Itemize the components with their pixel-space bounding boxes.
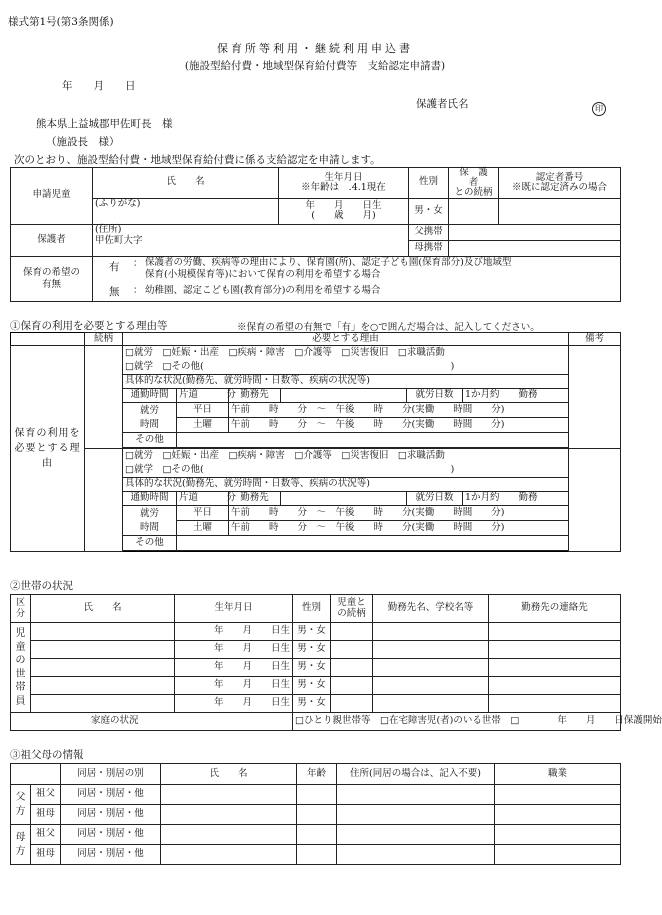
member-dob[interactable]: 年 月 日生 bbox=[175, 623, 293, 641]
member-contact[interactable] bbox=[489, 677, 621, 695]
member-contact-header: 勤務先の連絡先 bbox=[489, 595, 621, 623]
date-line: 年 月 日 bbox=[62, 80, 136, 92]
member-contact[interactable] bbox=[489, 641, 621, 659]
member-name[interactable] bbox=[31, 641, 175, 659]
reason-checks-b2[interactable]: □就学 □その他( ) bbox=[123, 464, 569, 478]
family-label: 家庭の状況 bbox=[11, 713, 293, 731]
commute-label-a: 通勤時間 bbox=[123, 389, 177, 403]
member-rel[interactable] bbox=[331, 695, 373, 713]
gp-job-header: 職業 bbox=[495, 764, 621, 785]
work-hours-label-a: 就労 時間 bbox=[123, 403, 177, 433]
hope-yes[interactable]: 有 bbox=[109, 260, 120, 273]
member-work-header: 勤務先名、学校名等 bbox=[373, 595, 489, 623]
gp-age[interactable] bbox=[297, 845, 337, 865]
mother-phone-field[interactable] bbox=[449, 240, 621, 256]
cert-no-header: 認定者番号 ※既に認定済みの場合 bbox=[499, 168, 621, 199]
weekday-time-b[interactable]: 午前 時 分 〜 午後 時 分(実働 時間 分) bbox=[229, 506, 569, 521]
remarks-field-a[interactable] bbox=[569, 346, 621, 449]
other-label-b: その他 bbox=[123, 536, 177, 551]
commute-field-b[interactable]: 片道 分 bbox=[177, 492, 229, 506]
weekday-time-a[interactable]: 午前 時 分 〜 午後 時 分(実働 時間 分) bbox=[229, 403, 569, 418]
member-work[interactable] bbox=[373, 659, 489, 677]
workplace-label-b: 勤務先 bbox=[229, 492, 281, 506]
reason-checks-a1[interactable]: □就労 □妊娠・出産 □疾病・障害 □介護等 □災害復旧 □求職活動 bbox=[123, 346, 569, 361]
gp-name[interactable] bbox=[161, 805, 297, 825]
form-number: 様式第1号(第3条関係) bbox=[8, 16, 114, 28]
guardian-name-label: 保護者氏名 bbox=[416, 98, 469, 110]
member-name[interactable] bbox=[31, 677, 175, 695]
gp-live[interactable]: 同居・別居・他 bbox=[61, 845, 161, 865]
work-hours-label-b: 就労 時間 bbox=[123, 506, 177, 536]
gp-live[interactable]: 同居・別居・他 bbox=[61, 805, 161, 825]
gp-live[interactable]: 同居・別居・他 bbox=[61, 825, 161, 845]
hope-no-text: 幼稚園、認定こども園(教育部分)の利用を希望する場合 bbox=[145, 284, 381, 296]
gp-addr-header: 住所(同居の場合は、記入不要) bbox=[337, 764, 495, 785]
other-label-a: その他 bbox=[123, 433, 177, 448]
reason-label: 保育の利用を必要とする理由 bbox=[11, 346, 85, 552]
gp-age[interactable] bbox=[297, 825, 337, 845]
intro-text: 次のとおり、施設型給付費・地域型保育給付費に係る支給認定を申請します。 bbox=[14, 154, 381, 166]
section3-title: ③祖父母の情報 bbox=[10, 749, 84, 761]
member-work[interactable] bbox=[373, 677, 489, 695]
workdays-field-b[interactable]: 1か月約 勤務 bbox=[463, 492, 569, 506]
member-name-header: 氏 名 bbox=[31, 595, 175, 623]
reason-col-header: 必要とする理由 bbox=[123, 333, 569, 346]
addressee: 熊本県上益城郡甲佐町長 様 bbox=[36, 118, 173, 130]
member-contact[interactable] bbox=[489, 659, 621, 677]
detail-label-a: 具体的な状況(勤務先、就労時間・日数等、疾病の状況等) bbox=[123, 375, 569, 389]
gp-job[interactable] bbox=[495, 805, 621, 825]
gp-role: 祖父 bbox=[31, 785, 61, 805]
gp-age[interactable] bbox=[297, 805, 337, 825]
weekday-label-a: 平日 bbox=[177, 403, 229, 418]
sex-field[interactable]: 男・女 bbox=[409, 198, 449, 224]
addressee-facility: （施設長 様） bbox=[46, 136, 120, 148]
gp-live[interactable]: 同居・別居・他 bbox=[61, 785, 161, 805]
gp-addr[interactable] bbox=[337, 805, 495, 825]
guardian-label: 保護者 bbox=[11, 224, 93, 256]
section1-title: ①保育の利用を必要とする理由等 bbox=[10, 320, 168, 332]
live-header: 同居・別居の別 bbox=[61, 764, 161, 785]
relation-field[interactable] bbox=[449, 198, 499, 224]
reason-checks-a2[interactable]: □就学 □その他( ) bbox=[123, 361, 569, 375]
gp-name[interactable] bbox=[161, 825, 297, 845]
relation-field-a[interactable] bbox=[85, 346, 123, 449]
hope-yes-text1: 保護者の労働、疾病等の理由により、保育園(所)、認定子ども園(保育部分)及び地域型 bbox=[145, 256, 512, 268]
members-label: 児童の世帯員 bbox=[11, 623, 31, 713]
saturday-label-a: 土曜 bbox=[177, 418, 229, 433]
section1-note: ※保育の希望の有無で「有」を○で囲んだ場合は、記入してください。 bbox=[237, 322, 540, 333]
gp-addr[interactable] bbox=[337, 845, 495, 865]
gp-role: 祖母 bbox=[31, 845, 61, 865]
saturday-time-b[interactable]: 午前 時 分 〜 午後 時 分(実働 時間 分) bbox=[229, 521, 569, 536]
workdays-field-a[interactable]: 1か月約 勤務 bbox=[463, 389, 569, 403]
gp-addr[interactable] bbox=[337, 785, 495, 805]
relation-field-b[interactable] bbox=[85, 449, 123, 552]
member-sex-header: 性別 bbox=[293, 595, 331, 623]
workplace-label-a: 勤務先 bbox=[229, 389, 281, 403]
member-dob[interactable]: 年 月 日生 bbox=[175, 641, 293, 659]
workdays-label-a: 就労日数 bbox=[407, 389, 463, 403]
gp-name[interactable] bbox=[161, 845, 297, 865]
gp-name-header: 氏 名 bbox=[161, 764, 297, 785]
member-work[interactable] bbox=[373, 695, 489, 713]
gp-age[interactable] bbox=[297, 785, 337, 805]
dob-header: 生年月日 ※年齢は .4.1現在 bbox=[279, 168, 409, 199]
mother-side-label: 母方 bbox=[11, 825, 31, 865]
member-work[interactable] bbox=[373, 641, 489, 659]
workplace-field-b[interactable] bbox=[281, 492, 407, 506]
father-side-label: 父方 bbox=[11, 785, 31, 825]
gp-addr[interactable] bbox=[337, 825, 495, 845]
form-subtitle: (施設型給付費・地域型保育給付費等 支給認定申請書) bbox=[184, 60, 446, 72]
relation-col-header: 続柄 bbox=[85, 333, 123, 346]
member-dob[interactable]: 年 月 日生 bbox=[175, 659, 293, 677]
saturday-label-b: 土曜 bbox=[177, 521, 229, 536]
gp-name[interactable] bbox=[161, 785, 297, 805]
father-phone-label: 父携帯 bbox=[409, 224, 449, 240]
sex-header: 性別 bbox=[409, 168, 449, 199]
member-contact[interactable] bbox=[489, 695, 621, 713]
member-sex[interactable]: 男・女 bbox=[293, 695, 331, 713]
gp-role: 祖母 bbox=[31, 805, 61, 825]
member-name[interactable] bbox=[31, 695, 175, 713]
member-sex[interactable]: 男・女 bbox=[293, 659, 331, 677]
other-field-a[interactable] bbox=[177, 433, 569, 448]
section2-title: ②世帯の状況 bbox=[10, 580, 73, 592]
hope-label: 保育の希望の 有無 bbox=[11, 256, 93, 301]
applicant-label: 申請児童 bbox=[11, 168, 93, 225]
furigana-field[interactable]: (ふりがな) bbox=[93, 198, 279, 224]
family-options[interactable]: □ひとり親世帯等 □在宅障害児(者)のいる世帯 □ 年 月 日保護開始 bbox=[293, 713, 621, 731]
member-work[interactable] bbox=[373, 623, 489, 641]
member-rel[interactable] bbox=[331, 623, 373, 641]
gp-job[interactable] bbox=[495, 825, 621, 845]
member-rel[interactable] bbox=[331, 677, 373, 695]
commute-label-b: 通勤時間 bbox=[123, 492, 177, 506]
relation-header: 保 護 者 との続柄 bbox=[449, 168, 499, 199]
seal-mark: 印 bbox=[592, 96, 606, 116]
gp-job[interactable] bbox=[495, 845, 621, 865]
cert-no-field[interactable] bbox=[499, 198, 621, 224]
member-sex[interactable]: 男・女 bbox=[293, 677, 331, 695]
member-rel[interactable] bbox=[331, 659, 373, 677]
mother-phone-label: 母携帯 bbox=[409, 240, 449, 256]
remarks-field-b[interactable] bbox=[569, 449, 621, 552]
gp-job[interactable] bbox=[495, 785, 621, 805]
hope-no[interactable]: 無 bbox=[109, 285, 120, 298]
remarks-col-header: 備考 bbox=[569, 333, 621, 346]
member-rel-header: 児童と の続柄 bbox=[331, 595, 373, 623]
member-sex[interactable]: 男・女 bbox=[293, 623, 331, 641]
other-field-b[interactable] bbox=[177, 536, 569, 551]
form-title: 保育所等利用・継続利用申込書 bbox=[217, 42, 413, 55]
saturday-time-a[interactable]: 午前 時 分 〜 午後 時 分(実働 時間 分) bbox=[229, 418, 569, 433]
member-dob[interactable]: 年 月 日生 bbox=[175, 695, 293, 713]
weekday-label-b: 平日 bbox=[177, 506, 229, 521]
detail-label-b: 具体的な状況(勤務先、就労時間・日数等、疾病の状況等) bbox=[123, 478, 569, 492]
member-contact[interactable] bbox=[489, 623, 621, 641]
applicant-table bbox=[10, 167, 621, 302]
member-rel[interactable] bbox=[331, 641, 373, 659]
hope-yes-text2: 保育(小規模保育等)において保育の利用を希望する場合 bbox=[145, 268, 381, 280]
dob-field[interactable]: 年 月 日生 ( 歳 月) bbox=[279, 198, 409, 224]
commute-field-a[interactable]: 片道 分 bbox=[177, 389, 229, 403]
member-dob-header: 生年月日 bbox=[175, 595, 293, 623]
hope-options: 有 ： 保護者の労働、疾病等の理由により、保育園(所)、認定子ども園(保育部分)及び地域型 保育(小規模保育等)において保育の利用を希望する場合 無 ： 幼稚園、認定こども園(教育部分)の利用を希望する場合 bbox=[93, 256, 621, 301]
household-table bbox=[10, 594, 662, 731]
reason-table bbox=[10, 332, 621, 552]
reason-checks-b1[interactable]: □就労 □妊娠・出産 □疾病・障害 □介護等 □災害復旧 □求職活動 bbox=[123, 449, 569, 464]
workplace-field-a[interactable] bbox=[281, 389, 407, 403]
gp-age-header: 年齢 bbox=[297, 764, 337, 785]
grandparents-table bbox=[10, 763, 621, 865]
address-field[interactable]: (住所) 甲佐町大字 bbox=[93, 224, 409, 256]
member-sex[interactable]: 男・女 bbox=[293, 641, 331, 659]
father-phone-field[interactable] bbox=[449, 224, 621, 240]
workdays-label-b: 就労日数 bbox=[407, 492, 463, 506]
member-name[interactable] bbox=[31, 659, 175, 677]
member-dob[interactable]: 年 月 日生 bbox=[175, 677, 293, 695]
gp-role: 祖父 bbox=[31, 825, 61, 845]
kubun-header: 区分 bbox=[11, 595, 31, 623]
name-header: 氏 名 bbox=[93, 168, 279, 199]
member-name[interactable] bbox=[31, 623, 175, 641]
